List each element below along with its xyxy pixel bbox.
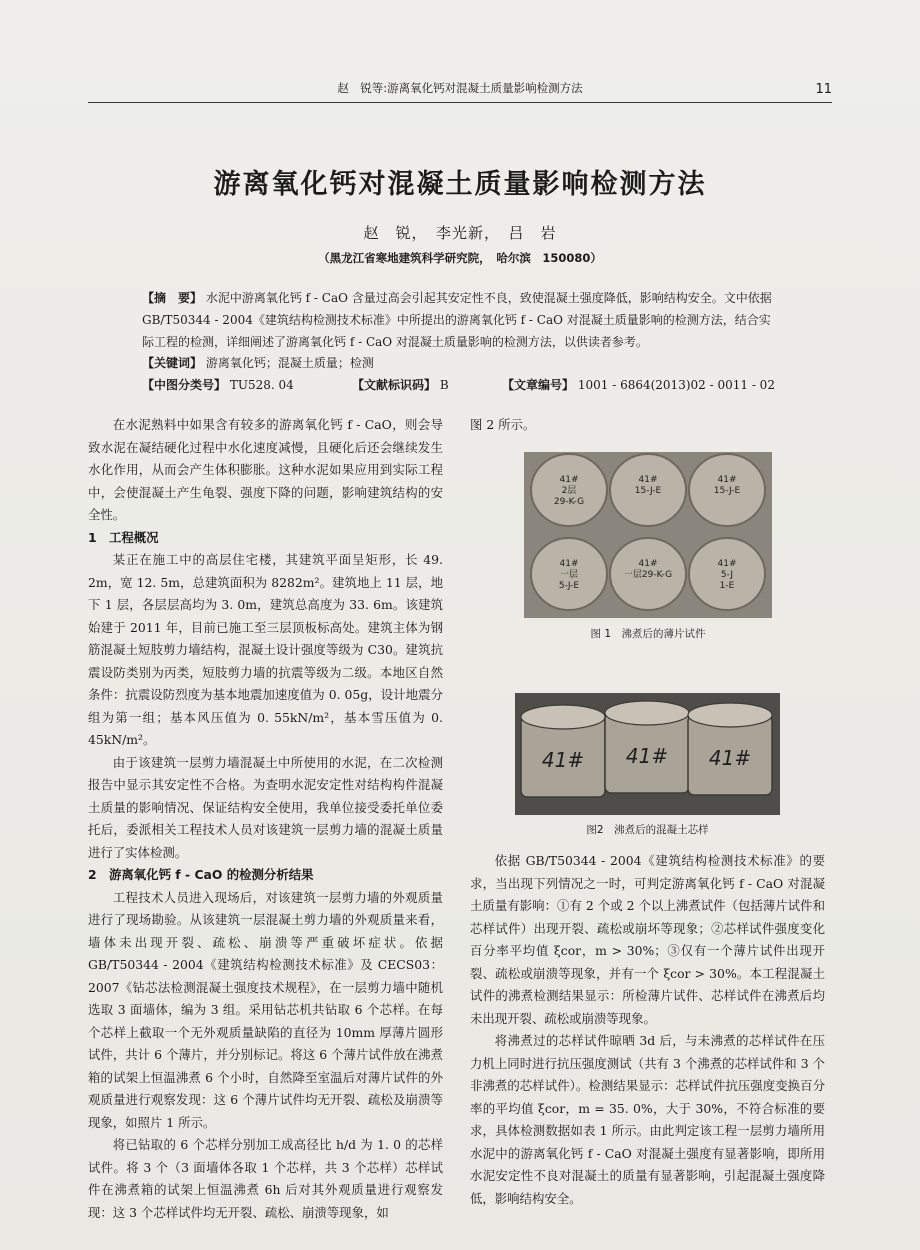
- abstract: [142, 287, 778, 353]
- abstract-label: 【摘 要】: [142, 291, 203, 305]
- affiliation: （黑龙江省寒地建筑科学研究院， 哈尔滨 150080）: [318, 251, 602, 265]
- specimen-mark: 41#一层29-K-G: [623, 559, 673, 580]
- classification-line: [142, 374, 778, 396]
- paragraph: 依据 GB/T50344 - 2004《建筑结构检测技术标准》的要求，当出现下列情况之一时，可判定游离氧化钙 f - CaO 对混凝土质量有影响：①有 2 个或 2 个以上沸煮试件（包括薄片试件和芯样试件）出现开裂、疏松或崩坏等现象；②芯样试件强度变化百分率平均值 ξcor，m > 30%；③仅有一个薄片试件出现开裂、疏松或崩溃等现象，并有一个 ξcor > 30%。本工程混凝土试件的沸煮检测结果显示：所检薄片试件、芯样试件在沸煮后均未出现开裂、疏松或崩溃等现象。: [470, 853, 825, 1026]
- right-column-top: [470, 414, 825, 437]
- doc-code-value: B: [439, 378, 449, 392]
- figure-1-photo: [524, 452, 772, 618]
- thin-slice-specimen: [610, 538, 686, 610]
- clc-label: 【中图分类号】: [142, 378, 227, 392]
- paragraph: 工程技术人员进入现场后，对该建筑一层剪力墙的外观质量进行了现场勘验。从该建筑一层混凝土剪力墙的外观质量来看，墙体未出现开裂、疏松、崩溃等严重破坏症状。依据 GB/T50344 - 2004《建筑结构检测技术标准》及 CECS03：2007《钻芯法检测混凝土强度技术规程》，在一层剪力墙中随机选取 3 面墙体，编为 3 组。采用钻芯机共钻取 6 个芯样。在每个芯样上截取一个无外观质量缺陷的直径为 10mm 厚薄片圆形试件，共计 6 个薄片，并分别标记。将这 6 个薄片试件放在沸煮箱的试架上恒温沸煮 6 个小时，自然降至室温后对薄片试件的外观质量进行观察发现：这 6 个薄片试件均无开裂、疏松及崩溃等现象，如照片 1 所示。: [88, 889, 443, 1130]
- core-mark: 41#: [541, 748, 585, 772]
- section-heading: 1 工程概况: [88, 529, 159, 545]
- abstract-text: 水泥中游离氧化钙 f - CaO 含量过高会引起其安定性不良，致使混凝土强度降低，影响结构安全。文中依据 GB/T50344 - 2004《建筑结构检测技术标准》中所提出的游离氧化钙 f - CaO 对混凝土质量影响的检测方法，结合实际工程的检测，详细阐述了游离氧化钙 f - CaO 对混凝土质量影响的检测方法，以供读者参考。: [142, 291, 772, 349]
- continued-text: 图 2 所示。: [470, 417, 536, 432]
- thin-slice-specimen: [610, 454, 686, 526]
- paper-title: 游离氧化钙对混凝土质量影响检测方法: [213, 169, 707, 200]
- concrete-core-specimen: [688, 703, 772, 795]
- authors: 赵 锐， 李光新， 吕 岩: [363, 224, 557, 242]
- thin-slice-specimen: [689, 454, 765, 526]
- specimen-mark: 41# 5-J 1-E: [717, 559, 737, 591]
- figure-2-caption: 图2 沸煮后的混凝土芯样: [586, 824, 709, 836]
- specimen-mark: 41# 15-J-E: [713, 475, 741, 496]
- clc-value: TU528. 04: [229, 378, 294, 392]
- specimen-mark: 41#一层 5-J-E: [558, 559, 580, 591]
- article-no-value: 1001 - 6864(2013)02 - 0011 - 02: [577, 378, 775, 392]
- paragraph: 将沸煮过的芯样试件晾晒 3d 后，与未沸煮的芯样试件在压力机上同时进行抗压强度测试（共有 3 个沸煮的芯样试件和 3 个非沸煮的芯样试件）。检测结果显示：芯样试件抗压强度变换百分率的平均值 ξcor，m = 35. 0%，大于 30%，不符合标准的要求，具体检测数据如表 1 所示。由此判定该工程一层剪力墙所用水泥中的游离氧化钙 f - CaO 对混凝土强度有显著影响，即所用水泥安定性不良对混凝土的质量有显著影响，引起混凝土强度降低，影响结构安全。: [470, 1033, 825, 1206]
- running-title: 赵 锐等:游离氧化钙对混凝土质量影响检测方法: [337, 81, 583, 95]
- article-no-label: 【文章编号】: [502, 378, 575, 392]
- paragraph: 某正在施工中的高层住宅楼，其建筑平面呈矩形，长 49. 2m，宽 12. 5m，总建筑面积为 8282m²。建筑地上 11 层，地下 1 层，各层层高均为 3. 0m，建筑总高度为 33. 6m。该建筑始建于 2011 年，目前已施工至三层顶板标高处。建筑主体为钢筋混凝土短肢剪力墙结构，混凝土设计强度等级为 C30。建筑抗震设防类别为丙类，短肢剪力墙的抗震等级为二级。本地区自然条件：抗震设防烈度为基本地震加速度值为 0. 05g，设计地震分组为第一组；基本风压值为 0. 55kN/m²，基本雪压值为 0. 45kN/m²。: [88, 552, 443, 747]
- thin-slice-specimens-image: [524, 452, 772, 618]
- concrete-core-specimens-image: [515, 693, 780, 815]
- keywords: [142, 352, 778, 374]
- concrete-core-specimen: [605, 701, 689, 793]
- thin-slice-specimen: [531, 538, 607, 610]
- right-column-bottom: [470, 850, 825, 1210]
- core-mark: 41#: [625, 744, 669, 768]
- specimen-mark: 41# 15-J-E: [634, 475, 662, 496]
- doc-code-label: 【文献标识码】: [352, 378, 437, 392]
- core-mark: 41#: [708, 746, 752, 770]
- figure-1-caption: 图 1 沸煮后的薄片试件: [590, 628, 706, 640]
- paragraph: 将已钻取的 6 个芯样分别加工成高径比 h/d 为 1. 0 的芯样试件。将 3 个（3 面墙体各取 1 个芯样，共 3 个芯样）芯样试件在沸煮箱的试架上恒温沸煮 6h 后对其外观质量进行观察发现：这 3 个芯样试件均无开裂、疏松、崩溃等现象，如: [88, 1137, 443, 1220]
- thin-slice-specimen: [531, 454, 607, 526]
- specimen-mark: 41# 2层 29-K-G: [553, 475, 585, 507]
- section-heading: 2 游离氧化钙 f - CaO 的检测分析结果: [88, 867, 314, 882]
- left-column: [88, 414, 443, 1224]
- paragraph: 在水泥熟料中如果含有较多的游离氧化钙 f - CaO，则会导致水泥在凝结硬化过程中水化速度减慢，且硬化后还会继续发生水化作用，从而会产生体积膨胀。这种水泥如果应用到实际工程中，会使混凝土产生龟裂、强度下降的问题，影响建筑结构的安全性。: [88, 417, 443, 522]
- running-header: [88, 78, 832, 103]
- keywords-label: 【关键词】: [142, 356, 203, 370]
- figure-2-photo: [515, 693, 780, 815]
- page-number: 11: [815, 82, 832, 97]
- concrete-core-specimen: [521, 705, 605, 797]
- keywords-text: 游离氧化钙；混凝土质量；检测: [205, 356, 374, 370]
- paragraph: 由于该建筑一层剪力墙混凝土中所使用的水泥，在二次检测报告中显示其安定性不合格。为查明水泥安定性对结构构件混凝土质量的影响情况、保证结构安全使用，我单位接受委托单位委托后，委派相关工程技术人员对该建筑一层剪力墙的混凝土质量进行了实体检测。: [88, 754, 443, 860]
- thin-slice-specimen: [689, 538, 765, 610]
